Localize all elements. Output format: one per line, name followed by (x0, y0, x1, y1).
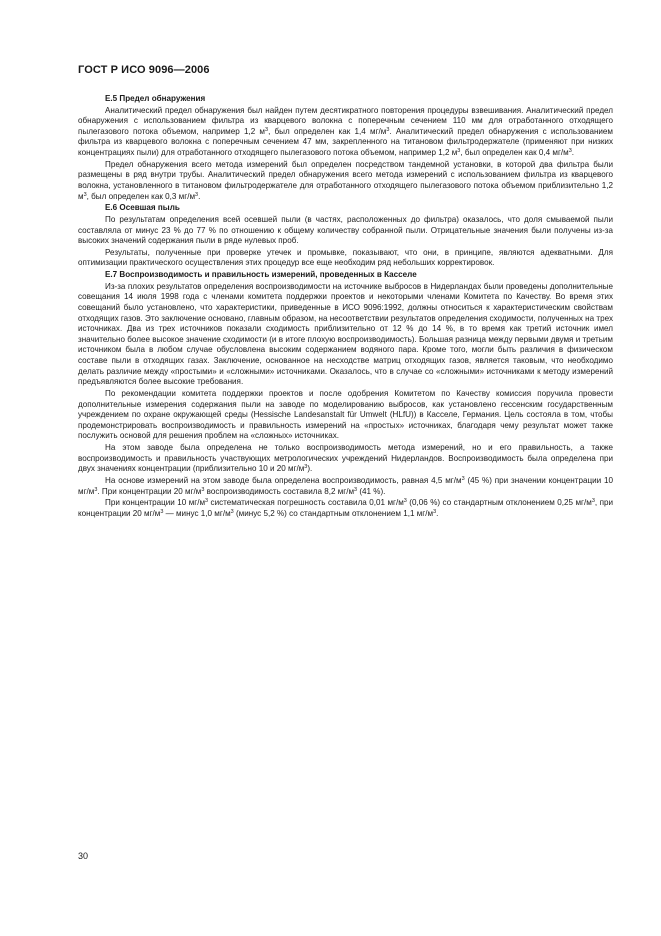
body-paragraph: Предел обнаружения всего метода измерений был определен посредством тандемной установки, в которой два фильтра были размещены в ряд внутри трубы. Аналитический предел обнаружения всего метода измерений с использованием фильтра из кварцевого волокна, установленного в титановом фильтродержателе для отработанного отходящего пылегазового потока объемом приблизительно 1,2 $м^3$, был определен как 0,3 $мг/м^3$. (78, 159, 613, 201)
section-heading: Е.5 Предел обнаружения (105, 94, 206, 103)
body-paragraph: Результаты, полученные при проверке утечек и промывке, показывают, что они, в принципе, являются адекватными. Для оптимизации практического осуществления этих процедур все еще необходим ряд небольших корректировок. (78, 247, 613, 268)
document-body (78, 93, 613, 521)
body-paragraph: На основе измерений на этом заводе была определена воспроизводимость, равная 4,5 $мг/м^3$ (45 %) при значении концентрации 10 $мг/м^3$. При концентрации 20 $мг/м^3$ воспроизводимость составила 8,2 $мг/м^3$ (41 %). (78, 476, 613, 496)
section-heading: Е.7 Воспроизводимость и правильность измерений, проведенных в Касселе (105, 270, 417, 280)
page-number: 30 (78, 851, 89, 861)
section-heading: Е.6 Осевшая пыль (105, 203, 180, 213)
body-paragraph: На этом заводе была определена не только воспроизводимость метода измерений, но и его правильность, а также воспроизводимость и правильность участвующих метрологических учреждений Нидерландов. Воспроизводимость была определена при двух значениях концентрации (приблизительно 10 и 20 $мг/м^3$). (78, 443, 613, 474)
page-header-title: ГОСТ Р ИСО 9096—2006 (78, 64, 210, 76)
body-paragraph: Аналитический предел обнаружения был найден путем десятикратного повторения процедуры взвешивания. Аналитический предел обнаружения с использованием фильтра из кварцевого волокна с поперечным сечением 110 мм для отработанного отходящего пылегазового потока объемом, например 1,2 $м^3$, был определен как 1,4 $мг/м^3$. Аналитический предел обнаружения с использованием фильтра из кварцевого волокна с поперечным сечением 47 мм, закрепленного на титановом фильтродержателе (применяют при низких концентрациях пыли) для отработанного отходящего пылегазового потока объемом, например 1,2 $м^3$, был определен как 0,4 $мг/м^3$. (78, 105, 614, 157)
body-paragraph: По рекомендации комитета поддержки проектов и после одобрения Комитетом по Качеству комиссия поручила провести дополнительные измерения содержания пыли на заводе по моделированию выбросов, как установлено гессенским государственным учреждением по охране окружающей среды (Hessische Landesanstalt für Umwelt (HLfU)) в Касселе, Германия. Цель состояла в том, чтобы продемонстрировать воспроизводимость и правильность измерений на «простых» источниках, благодаря чему результат может также послужить основой для решения проблем на «сложных» источниках. (78, 388, 613, 441)
body-paragraph: При концентрации 10 $мг/м^3$ систематическая погрешность составила 0,01 $мг/м^3$ (0,06 %) со стандартным отклонением 0,25 $мг/м^3$, при концентрации 20 $мг/м^3$ — минус 1,0 $мг/м^3$ (минус 5,2 %) со стандартным отклонением 1,1 $мг/м^3$. (78, 498, 613, 519)
body-paragraph: По результатам определения всей осевшей пыли (в частях, расположенных до фильтра) оказалось, что доля смываемой пыли составляла от минус 23 % до 77 % по отношению к общему количеству собранной пыли. Отрицательные значения были получены из-за высоких значений содержания пыли в ряде нулевых проб. (78, 214, 613, 246)
body-paragraph: Из-за плохих результатов определения воспроизводимости на источнике выбросов в Нидерландах были проведены дополнительные совещания 14 июля 1998 года с членами комитета поддержки проектов и некоторыми членами Комитета по Качеству. Во время этих совещаний было установлено, что характеристики, приведенные в ИСО 9096:1992, должны относиться к характеристическим свойствам отходящих газов. Это заключение основано, главным образом, на несоответствии результатов определения сходимости, полученных на трех источниках. Два из трех источников показали сходимость приблизительно от 12 % до 14 %, в то время как третий источник имел значительно более высокое значение сходимости (и в итоге плохую воспроизводимость). Большая разница между первыми двумя и третьим источником была в любом случае обусловлена высоким содержанием водяного пара. Кроме того, могли быть различия в физическом составе пыли в отходящих газах. Заключение, основанное на несходстве матриц отходящих газов, является таковым, что необходимо делать различие между «простыми» и «сложными» источниками. Оказалось, что в случае со «сложными» источниками к методу измерений предъявляются более высокие требования. (78, 281, 613, 387)
